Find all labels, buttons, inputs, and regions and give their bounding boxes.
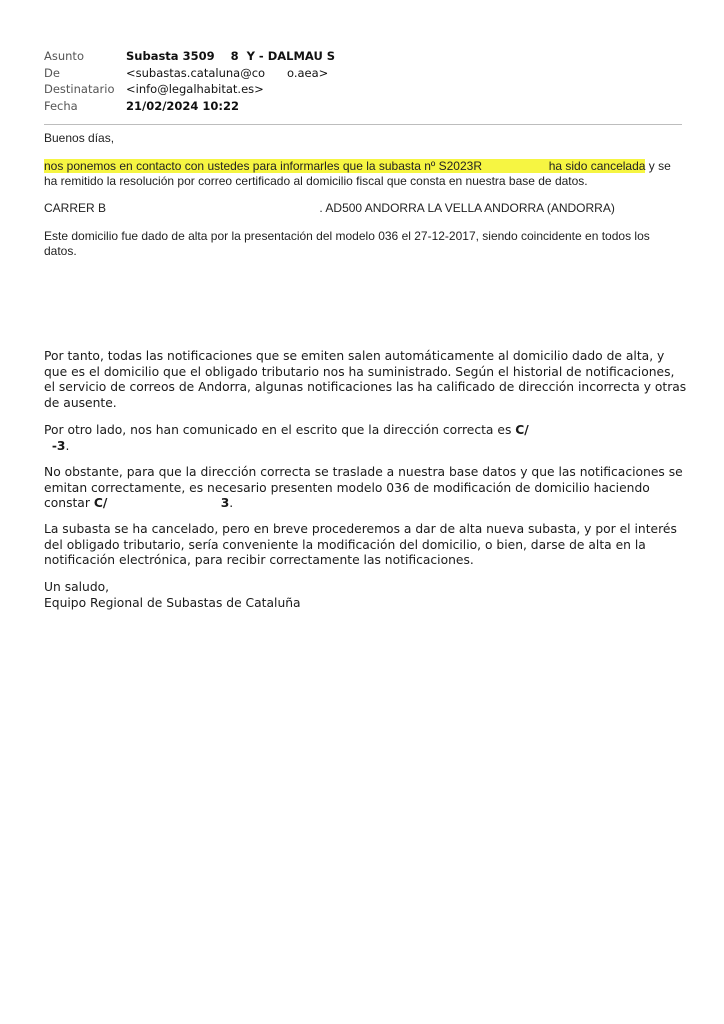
to-value: <info@legalhabitat.es> <box>126 82 264 96</box>
to-label: Destinatario <box>44 82 115 96</box>
address-line <box>44 201 684 216</box>
constar-period: . <box>229 496 234 510</box>
notifications-paragraph: Por tanto, todas las notificaciones que se emiten salen automáticamente al domicilio dado de alta, y que es el domicilio que el obligado tributario nos ha suministrado. Según el historial de notificaciones, el servicio de correos de Andorra, algunas notificaciones las ha calificado de dirección incorrecta y otras de ausente. <box>44 349 687 410</box>
subject-row <box>44 48 335 65</box>
from-row <box>44 65 335 82</box>
email-header <box>44 48 335 114</box>
model036-paragraph <box>44 465 688 512</box>
constar-address-2: 3 <box>220 496 230 510</box>
correct-address-period: . <box>65 438 70 453</box>
model036-text: No obstante, para que la dirección correcta se traslade a nuestra base datos y que las notificaciones se emitan correctamente, es necesario presenten modelo 036 de modificación de domicilio haciendo constar <box>44 465 683 510</box>
correct-address-paragraph <box>44 423 688 454</box>
date-value: 21/02/2024 10:22 <box>126 98 240 113</box>
cancellation-rest: y se ha remitido la resolución por correo certificado al domicilio fiscal que consta en nuestra base de datos. <box>44 159 671 188</box>
from-value: <subastas.cataluna@co o.aea> <box>126 65 329 80</box>
from-label: De <box>44 65 60 80</box>
highlight-gap <box>482 159 549 173</box>
address-redaction-gap <box>106 201 319 215</box>
date-row <box>44 98 335 115</box>
highlight-text-2: ha sido cancelada <box>548 159 646 173</box>
header-divider <box>44 124 682 125</box>
indent-gap <box>44 439 52 453</box>
constar-redaction-gap <box>107 496 220 510</box>
address-street: CARRER B <box>44 201 107 215</box>
closing: Un saludo, <box>44 580 110 594</box>
constar-address-1: C/ <box>93 496 108 510</box>
highlight-text-1: nos ponemos en contacto con ustedes para informarles que la subasta nº S2023R <box>44 159 482 173</box>
signature: Equipo Regional de Subastas de Cataluña <box>44 595 301 610</box>
correct-address-1: C/ <box>515 423 529 437</box>
subject-value: Subasta 3509 8 Y - DALMAU S <box>126 49 336 63</box>
greeting: Buenos días, <box>44 131 115 145</box>
correct-address-2: -3 <box>51 438 66 453</box>
cancellation-paragraph <box>44 159 684 189</box>
to-row <box>44 81 335 98</box>
domicile-note: Este domicilio fue dado de alta por la presentación del modelo 036 el 27-12-2017, siendo coincidente en todos los datos. <box>44 229 650 258</box>
date-label: Fecha <box>44 98 78 113</box>
address-city: . AD500 ANDORRA LA VELLA ANDORRA (ANDORRA) <box>319 201 615 215</box>
correct-address-text: Por otro lado, nos han comunicado en el escrito que la dirección correcta es <box>44 423 512 437</box>
subject-label: Asunto <box>44 49 84 63</box>
cancelled-paragraph: La subasta se ha cancelado, pero en breve procederemos a dar de alta nueva subasta, y por el interés del obligado tributario, sería conveniente la modificación del domicilio, o bien, darse de alta en la notificación electrónica, para recibir correctamente las notificaciones. <box>44 522 677 567</box>
